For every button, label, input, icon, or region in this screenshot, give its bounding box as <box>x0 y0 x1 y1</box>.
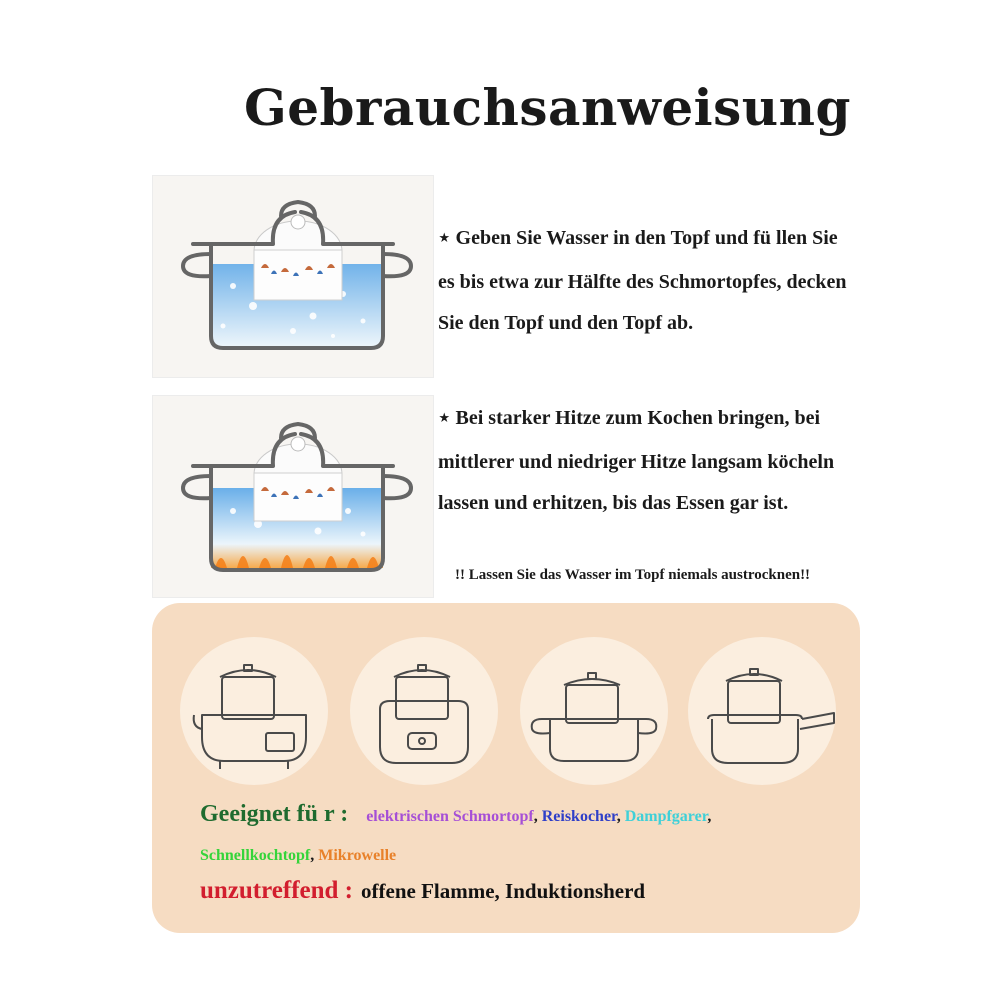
suitable-line-2 <box>200 847 396 865</box>
unsuitable-line <box>200 877 645 905</box>
suitable-separator: , <box>616 808 625 825</box>
step-1-text <box>438 218 938 344</box>
step-2-line-2: mittlerer und niedriger Hitze langsam kӧcheln <box>438 451 835 473</box>
pot-in-water-illustration <box>152 175 434 378</box>
suitable-line-1 <box>200 801 711 828</box>
suitable-separator: , <box>533 808 542 825</box>
step-1-line-3: Sie den Topf und den Topf ab. <box>438 312 694 334</box>
suitable-item: Reiskocher <box>541 808 617 825</box>
unsuitable-text: offene Flamme, Induktionsherd <box>361 879 646 903</box>
rice-cooker-icon <box>350 637 498 785</box>
warning-note: !! Lassen Sie das Wasser im Topf niemals austrocknen!! <box>455 567 811 583</box>
compatibility-panel <box>152 603 860 933</box>
unsuitable-label: unzutreffend : <box>200 877 354 904</box>
step-2-text <box>438 398 938 524</box>
electric-slow-cooker-icon <box>180 637 328 785</box>
suitable-item: Dampfgarer <box>624 808 708 825</box>
step-2-line-1: ⋆ Bei starker Hitze zum Kochen bringen, bei <box>438 407 821 429</box>
step-1-line-2: es bis etwa zur Hälfte des Schmortopfes, decken <box>438 271 847 293</box>
suitable-item: elektrischen Schmortopf <box>366 808 534 825</box>
step-2-line-3: lassen und erhitzen, bis das Essen gar ist. <box>438 492 789 514</box>
suitable-separator: , <box>707 808 712 825</box>
step-1-line-1: ⋆ Geben Sie Wasser in den Topf und fü llen Sie <box>438 227 838 249</box>
saucepan-icon <box>688 637 836 785</box>
device-circle-2 <box>350 637 498 785</box>
pot-on-fire-illustration <box>152 395 434 598</box>
device-circle-1 <box>180 637 328 785</box>
suitable-label: Geeignet fü r : <box>200 801 349 827</box>
suitable-item: Schnellkochtopf <box>200 847 311 864</box>
suitable-item: Mikrowelle <box>318 847 397 864</box>
steamer-pot-icon <box>520 637 668 785</box>
device-circle-3 <box>520 637 668 785</box>
page-title: Gebrauchsanweisung <box>244 78 851 137</box>
device-circle-4 <box>688 637 836 785</box>
suitable-separator: , <box>310 847 319 864</box>
